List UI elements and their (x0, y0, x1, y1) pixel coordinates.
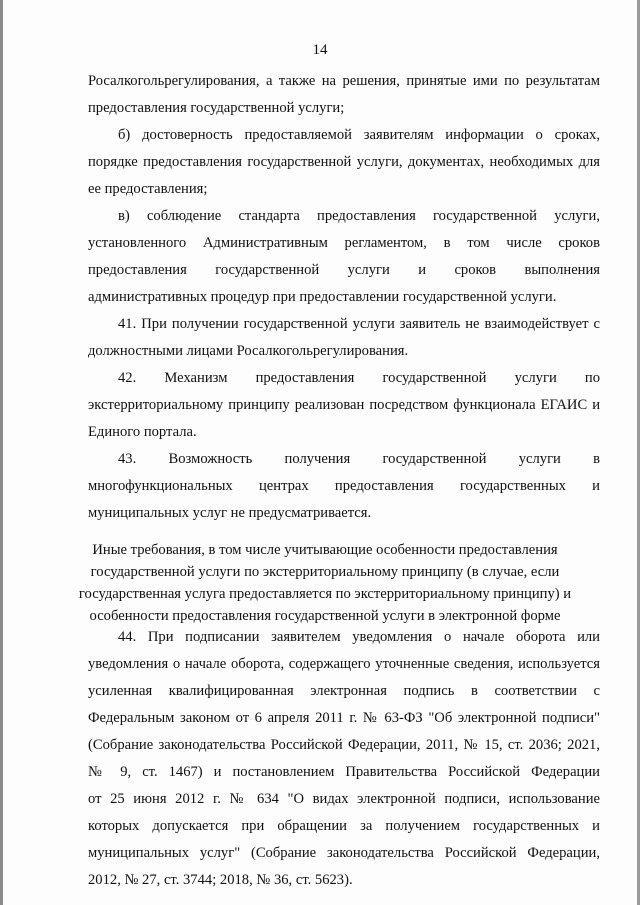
paragraph-line: от 25 июня 2012 г. № 634 "О видах электронной подписи, использование (88, 791, 600, 807)
paragraph-line: Федеральным законом от 6 апреля 2011 г. № 63-ФЗ "Об электронной подписи" (88, 710, 600, 726)
paragraph-line: 44. При подписании заявителем уведомления о начале оборота или (118, 629, 600, 645)
paragraph-line: порядке предоставления государственной услуги, документах, необходимых для (88, 154, 600, 170)
paragraph-line: № 9, ст. 1467) и постановлением Правительства Российской Федерации (88, 764, 600, 780)
paragraph-line: б) достоверность предоставляемой заявителям информации о сроках, (118, 127, 600, 143)
paragraph-line: 43. Возможность получения государственной услуги в (118, 451, 600, 467)
paragraph-line: Росалкогольрегулирования, а также на решения, принятые ими по результатам (88, 73, 600, 89)
scan-edge-left (0, 0, 3, 905)
paragraph-line: уведомления о начале оборота, содержащего уточненные сведения, используется (88, 656, 600, 672)
paragraph-line: (Собрание законодательства Российской Федерации, 2011, № 15, ст. 2036; 2021, (88, 737, 600, 753)
section-heading-line: государственной услуги по экстерриториальному принципу (в случае, если (90, 564, 560, 580)
paragraph-line: административных процедур при предоставлении государственной услуги. (88, 289, 557, 305)
paragraph-line: предоставления государственной услуги и сроков выполнения (88, 262, 600, 278)
paragraph-line: предоставления государственной услуги; (88, 100, 345, 116)
paragraph-line: 42. Механизм предоставления государственной услуги по (118, 370, 600, 386)
paragraph-line: в) соблюдение стандарта предоставления государственной услуги, (118, 208, 600, 224)
section-heading-line: особенности предоставления государственной услуги в электронной форме (89, 608, 561, 624)
paragraph-line: 41. При получении государственной услуги заявитель не взаимодействует с (118, 316, 600, 332)
paragraph-line: муниципальных услуг не предусматривается. (88, 505, 372, 521)
paragraph-line: Единого портала. (88, 424, 197, 440)
paragraph-line: экстерриториальному принципу реализован посредством функционала ЕГАИС и (88, 397, 600, 413)
paragraph-line: усиленная квалифицированная электронная подпись в соответствии с (88, 683, 600, 699)
paragraph-line: муниципальных услуг" (Собрание законодательства Российской Федерации, (88, 845, 600, 861)
page-number: 14 (312, 42, 328, 58)
section-heading-line: Иные требования, в том числе учитывающие особенности предоставления (92, 542, 558, 558)
paragraph-line: ее предоставления; (88, 181, 208, 197)
paragraph-line: 2012, № 27, ст. 3744; 2018, № 36, ст. 5623). (88, 872, 353, 888)
paragraph-line: должностными лицами Росалкогольрегулирования. (88, 343, 409, 359)
paragraph-line: которых допускается при обращении за получением государственных и (88, 818, 600, 834)
paragraph-line: многофункциональных центрах предоставления государственных и (88, 478, 600, 494)
paragraph-line: установленного Административным регламентом, в том числе сроков (88, 235, 600, 251)
section-heading-line: государственная услуга предоставляется по экстерриториальному принципу) и (78, 586, 572, 602)
